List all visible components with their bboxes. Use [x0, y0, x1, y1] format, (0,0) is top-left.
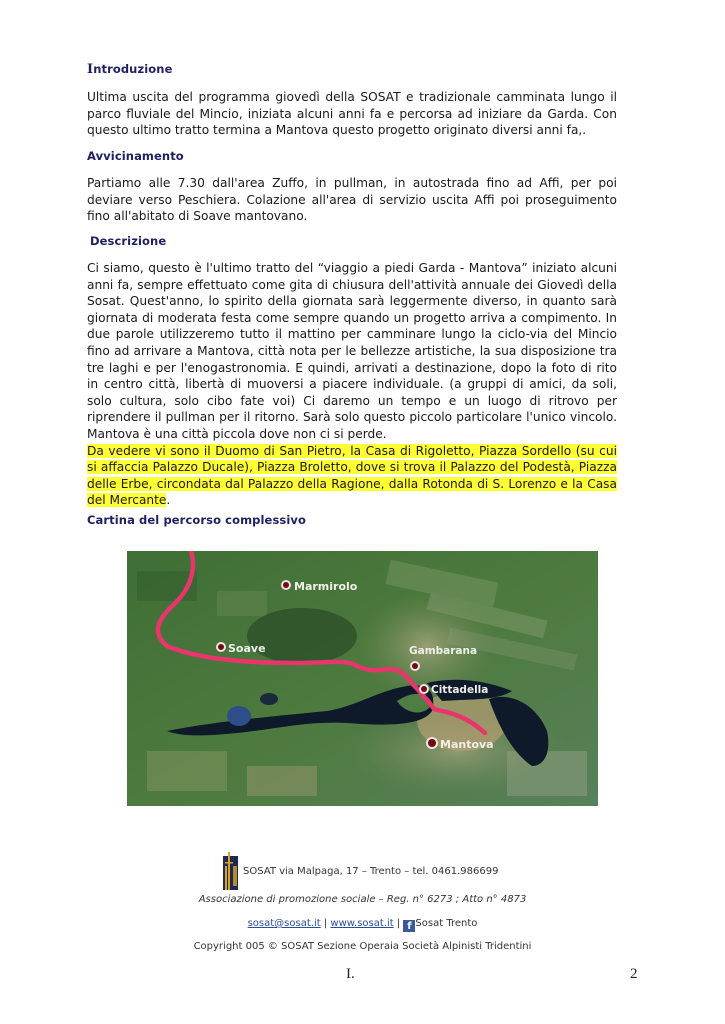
page-number: 2 — [630, 966, 638, 982]
map-marker-cittadella — [419, 684, 429, 694]
paragraph-avvicinamento — [87, 175, 617, 225]
sosat-logo-icon — [223, 852, 238, 890]
text-line: in centro città, libertà di muoversi a piacere individuale. (a gruppi di amici, da soli, — [87, 377, 617, 392]
map-marker-mantova — [426, 737, 438, 749]
text-line: deviare verso Peschiera. Colazione all'area di servizio uscita Affi poi proseguimento — [87, 192, 617, 207]
text-line: parco fluviale del Mincio, iniziata alcuni anni fa e percorsa ad iniziare da Garda. Con — [87, 106, 617, 121]
text-line: riprendere il pullman per il ritorno. Sarà solo questo piccolo particolare l'unico vincolo. — [87, 410, 617, 425]
highlighted-line: Da vedere vi sono il Duomo di San Pietro, la Casa di Rigoletto, Piazza Sordello (su cui — [87, 443, 617, 458]
satellite-map — [127, 551, 598, 806]
text-line: anni fa, sempre effettuato come gita di chiusura dell'attività annuale dei Giovedì della — [87, 277, 617, 292]
route-map-image — [127, 551, 598, 806]
pond — [260, 693, 278, 705]
map-label-cittadella: Cittadella — [431, 684, 489, 696]
text-line: solo cultura, solo cibo fate voi) Ci daremo un tempo e un luogo di ritrovo per — [87, 393, 617, 408]
pond — [227, 706, 251, 726]
paragraph-descrizione — [87, 260, 617, 509]
text-line: Ci siamo, questo è l'ultimo tratto del “viaggio a piedi Garda - Mantova” iniziato alcuni — [87, 261, 617, 275]
map-marker-gambarana — [410, 661, 420, 671]
heading-cartina: Cartina del percorso complessivo — [87, 513, 306, 527]
footer-contacts — [0, 918, 725, 932]
map-marker-marmirolo — [281, 580, 291, 590]
map-marker-soave — [216, 642, 226, 652]
separator: | — [396, 918, 401, 929]
text-line: Sosat. Quest'anno, lo spirito della giornata sarà leggermente diverso, in quanto sarà — [87, 294, 617, 309]
text-line: fino ad arrivare a Mantova, città nota per le bellezze artistiche, la sua disposizione tra — [87, 343, 617, 358]
map-label-soave: Soave — [228, 642, 266, 655]
forest-area — [247, 608, 357, 664]
map-label-marmirolo: Marmirolo — [294, 580, 358, 593]
highlighted-line: del Mercante. — [87, 493, 171, 508]
email-link[interactable]: sosat@sosat.it — [247, 918, 321, 929]
heading-introduzione: Introduzione — [87, 62, 173, 77]
map-label-gambarana: Gambarana — [409, 645, 478, 657]
separator: | — [323, 918, 328, 929]
text-line: fino all'abitato di Soave mantovano. — [87, 209, 308, 224]
highlighted-line: delle Erbe, circondata dal Palazzo della Ragione, dalla Rotonda di S. Lorenzo e la Casa — [87, 476, 617, 491]
map-label-mantova: Mantova — [440, 738, 494, 751]
highlighted-line: si affaccia Palazzo Ducale), Piazza Broletto, dove si trova il Palazzo del Podestà, Piazza — [87, 460, 617, 475]
footer-address: SOSAT via Malpaga, 17 – Trento – tel. 0461.986699 — [243, 866, 499, 877]
footer-copyright: Copyright 005 © SOSAT Sezione Operaia Società Alpinisti Tridentini — [193, 941, 532, 952]
heading-avvicinamento: Avvicinamento — [87, 149, 184, 163]
text-line: tre laghi e per l'enogastronomia. E quindi, arrivati a destinazione, dopo la foto di rito — [87, 360, 617, 375]
facebook-link[interactable]: f Sosat Trento — [403, 918, 477, 929]
text-line: Partiamo alle 7.30 dall'area Zuffo, in pullman, in autostrada fino ad Affi, per poi — [87, 176, 617, 190]
website-link[interactable]: www.sosat.it — [330, 918, 394, 929]
text-line: Mantova è una città piccola dove non ci si perde. — [87, 426, 387, 441]
text-line: questo ultimo tratto termina a Mantova questo progetto originato diversi anni fa,. — [87, 123, 587, 138]
facebook-icon: f — [403, 920, 415, 932]
section-marker: I. — [346, 966, 355, 982]
text-line: due parole utilizzeremo tutto il mattino per camminare lungo la ciclo-via del Mincio — [87, 327, 617, 342]
text-line: Ultima uscita del programma giovedì della SOSAT e tradizionale camminata lungo il — [87, 90, 617, 104]
paragraph-introduzione — [87, 89, 617, 139]
text-line: giornata di moderata festa come sempre quando un progetto arriva a compimento. In — [87, 310, 617, 325]
sosat-logo — [223, 852, 238, 890]
footer-association: Associazione di promozione sociale – Reg. n° 6273 ; Atto n° 4873 — [198, 894, 527, 905]
heading-descrizione: Descrizione — [90, 234, 167, 248]
